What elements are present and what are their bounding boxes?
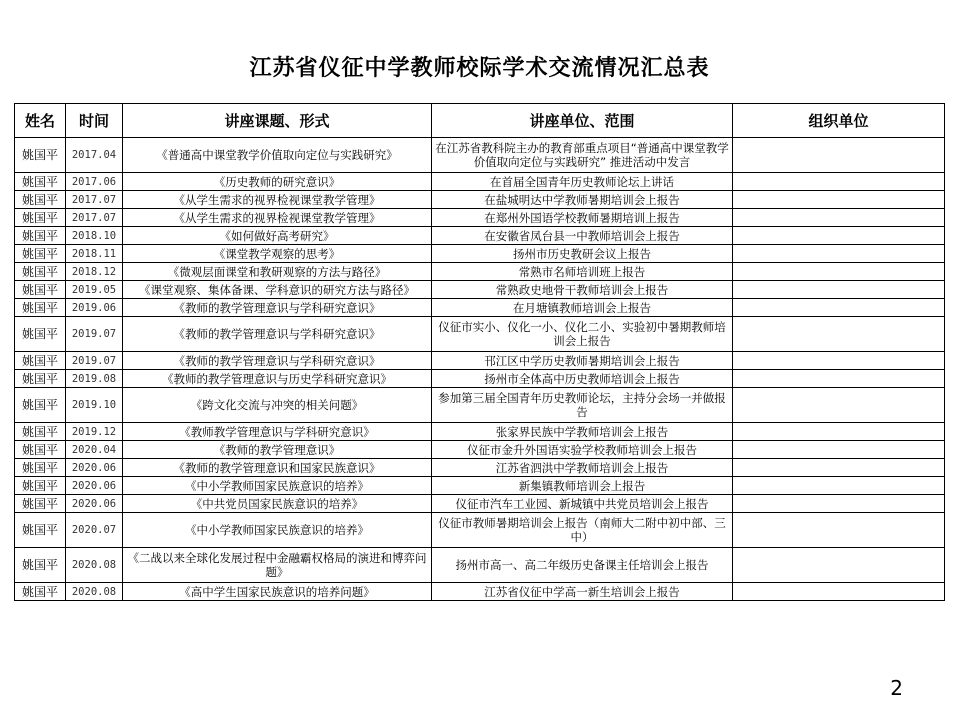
table-row [15,423,945,441]
cell-topic: 《教师的教学管理意识与学科研究意识》 [123,317,432,352]
cell-topic: 《教师的教学管理意识和国家民族意识》 [123,459,432,477]
cell-org [733,227,945,245]
cell-topic: 《教师的教学管理意识》 [123,441,432,459]
cell-time: 2020.06 [66,495,123,513]
header-topic: 讲座课题、形式 [123,104,432,138]
cell-org [733,209,945,227]
header-time: 时间 [66,104,123,138]
cell-time: 2017.07 [66,209,123,227]
cell-topic: 《跨文化交流与冲突的相关问题》 [123,388,432,423]
table-row [15,209,945,227]
table-row [15,138,945,173]
cell-unit: 张家界民族中学教师培训会上报告 [432,423,733,441]
cell-org [733,263,945,281]
table-row [15,388,945,423]
cell-time: 2019.07 [66,317,123,352]
cell-org [733,138,945,173]
cell-org [733,423,945,441]
cell-time: 2019.06 [66,299,123,317]
cell-name: 姚国平 [15,138,66,173]
cell-name: 姚国平 [15,513,66,548]
cell-topic: 《教师的教学管理意识与学科研究意识》 [123,352,432,370]
table-row [15,263,945,281]
cell-org [733,281,945,299]
table-body [15,138,945,601]
cell-unit: 常熟政史地骨干教师培训会上报告 [432,281,733,299]
cell-unit: 邗江区中学历史教师暑期培训会上报告 [432,352,733,370]
cell-unit: 仪征市实小、仪化一小、仪化二小、实验初中暑期教师培训会上报告 [432,317,733,352]
cell-topic: 《教师教学管理意识与学科研究意识》 [123,423,432,441]
table-row [15,299,945,317]
cell-org [733,370,945,388]
header-name: 姓名 [15,104,66,138]
cell-topic: 《课堂教学观察的思考》 [123,245,432,263]
header-org: 组织单位 [733,104,945,138]
cell-topic: 《从学生需求的视界检视课堂教学管理》 [123,191,432,209]
cell-name: 姚国平 [15,299,66,317]
table-row [15,495,945,513]
cell-name: 姚国平 [15,548,66,583]
cell-name: 姚国平 [15,477,66,495]
header-unit: 讲座单位、范围 [432,104,733,138]
cell-org [733,583,945,601]
cell-unit: 常熟市名师培训班上报告 [432,263,733,281]
cell-unit: 在江苏省教科院主办的教育部重点项目“普通高中课堂教学价值取向定位与实践研究” 推进活动中发言 [432,138,733,173]
table-row [15,245,945,263]
cell-name: 姚国平 [15,441,66,459]
table-row [15,459,945,477]
table-row [15,513,945,548]
cell-topic: 《二战以来全球化发展过程中金融霸权格局的演进和博弈问题》 [123,548,432,583]
page-title: 江苏省仪征中学教师校际学术交流情况汇总表 [249,56,710,81]
cell-org [733,388,945,423]
table-row [15,173,945,191]
cell-org [733,317,945,352]
cell-name: 姚国平 [15,459,66,477]
cell-time: 2018.11 [66,245,123,263]
cell-topic: 《课堂观察、集体备课、学科意识的研究方法与路径》 [123,281,432,299]
cell-name: 姚国平 [15,281,66,299]
cell-org [733,495,945,513]
cell-name: 姚国平 [15,370,66,388]
cell-time: 2017.07 [66,191,123,209]
table-row [15,477,945,495]
table-row [15,370,945,388]
cell-unit: 新集镇教师培训会上报告 [432,477,733,495]
cell-time: 2017.06 [66,173,123,191]
cell-name: 姚国平 [15,352,66,370]
table-row [15,548,945,583]
cell-time: 2018.10 [66,227,123,245]
cell-name: 姚国平 [15,245,66,263]
cell-time: 2019.05 [66,281,123,299]
cell-unit: 参加第三届全国青年历史教师论坛，主持分会场一并做报告 [432,388,733,423]
table-row [15,352,945,370]
cell-unit: 扬州市全体高中历史教师培训会上报告 [432,370,733,388]
cell-topic: 《中共党员国家民族意识的培养》 [123,495,432,513]
cell-time: 2019.08 [66,370,123,388]
cell-unit: 江苏省泗洪中学教师培训会上报告 [432,459,733,477]
cell-org [733,352,945,370]
cell-topic: 《高中学生国家民族意识的培养问题》 [123,583,432,601]
cell-org [733,548,945,583]
table-header-row [15,104,945,138]
cell-topic: 《普通高中课堂教学价值取向定位与实践研究》 [123,138,432,173]
cell-topic: 《教师的教学管理意识与历史学科研究意识》 [123,370,432,388]
cell-name: 姚国平 [15,423,66,441]
cell-org [733,513,945,548]
cell-name: 姚国平 [15,263,66,281]
cell-unit: 仪征市教师暑期培训会上报告（南师大二附中初中部、三中） [432,513,733,548]
cell-time: 2018.12 [66,263,123,281]
cell-time: 2020.06 [66,459,123,477]
cell-org [733,477,945,495]
cell-topic: 《从学生需求的视界检视课堂教学管理》 [123,209,432,227]
cell-name: 姚国平 [15,227,66,245]
cell-org [733,459,945,477]
cell-time: 2020.06 [66,477,123,495]
table-row [15,281,945,299]
summary-table-container [14,103,944,601]
page-number: 2 [890,676,903,700]
table-row [15,441,945,459]
cell-unit: 在安徽省凤台县一中教师培训会上报告 [432,227,733,245]
cell-topic: 《历史教师的研究意识》 [123,173,432,191]
cell-name: 姚国平 [15,583,66,601]
cell-name: 姚国平 [15,209,66,227]
cell-time: 2019.07 [66,352,123,370]
cell-org [733,173,945,191]
table-row [15,317,945,352]
table-row [15,191,945,209]
cell-time: 2020.07 [66,513,123,548]
cell-name: 姚国平 [15,191,66,209]
cell-unit: 在月塘镇教师培训会上报告 [432,299,733,317]
cell-time: 2020.04 [66,441,123,459]
table-row [15,227,945,245]
cell-unit: 扬州市高一、高二年级历史备课主任培训会上报告 [432,548,733,583]
cell-unit: 扬州市历史教研会议上报告 [432,245,733,263]
cell-time: 2017.04 [66,138,123,173]
cell-topic: 《如何做好高考研究》 [123,227,432,245]
cell-topic: 《微观层面课堂和教研观察的方法与路径》 [123,263,432,281]
cell-org [733,191,945,209]
cell-unit: 江苏省仪征中学高一新生培训会上报告 [432,583,733,601]
cell-unit: 在盐城明达中学教师暑期培训会上报告 [432,191,733,209]
cell-name: 姚国平 [15,173,66,191]
cell-org [733,299,945,317]
cell-time: 2019.10 [66,388,123,423]
table-row [15,583,945,601]
cell-org [733,441,945,459]
cell-time: 2020.08 [66,583,123,601]
cell-unit: 在首届全国青年历史教师论坛上讲话 [432,173,733,191]
cell-name: 姚国平 [15,388,66,423]
cell-unit: 仪征市金升外国语实验学校教师培训会上报告 [432,441,733,459]
cell-name: 姚国平 [15,495,66,513]
cell-unit: 在郑州外国语学校教师暑期培训上报告 [432,209,733,227]
cell-topic: 《教师的教学管理意识与学科研究意识》 [123,299,432,317]
cell-topic: 《中小学教师国家民族意识的培养》 [123,513,432,548]
cell-time: 2019.12 [66,423,123,441]
cell-time: 2020.08 [66,548,123,583]
cell-name: 姚国平 [15,317,66,352]
summary-table [14,103,945,601]
cell-topic: 《中小学教师国家民族意识的培养》 [123,477,432,495]
cell-unit: 仪征市汽车工业园、新城镇中共党员培训会上报告 [432,495,733,513]
cell-org [733,245,945,263]
